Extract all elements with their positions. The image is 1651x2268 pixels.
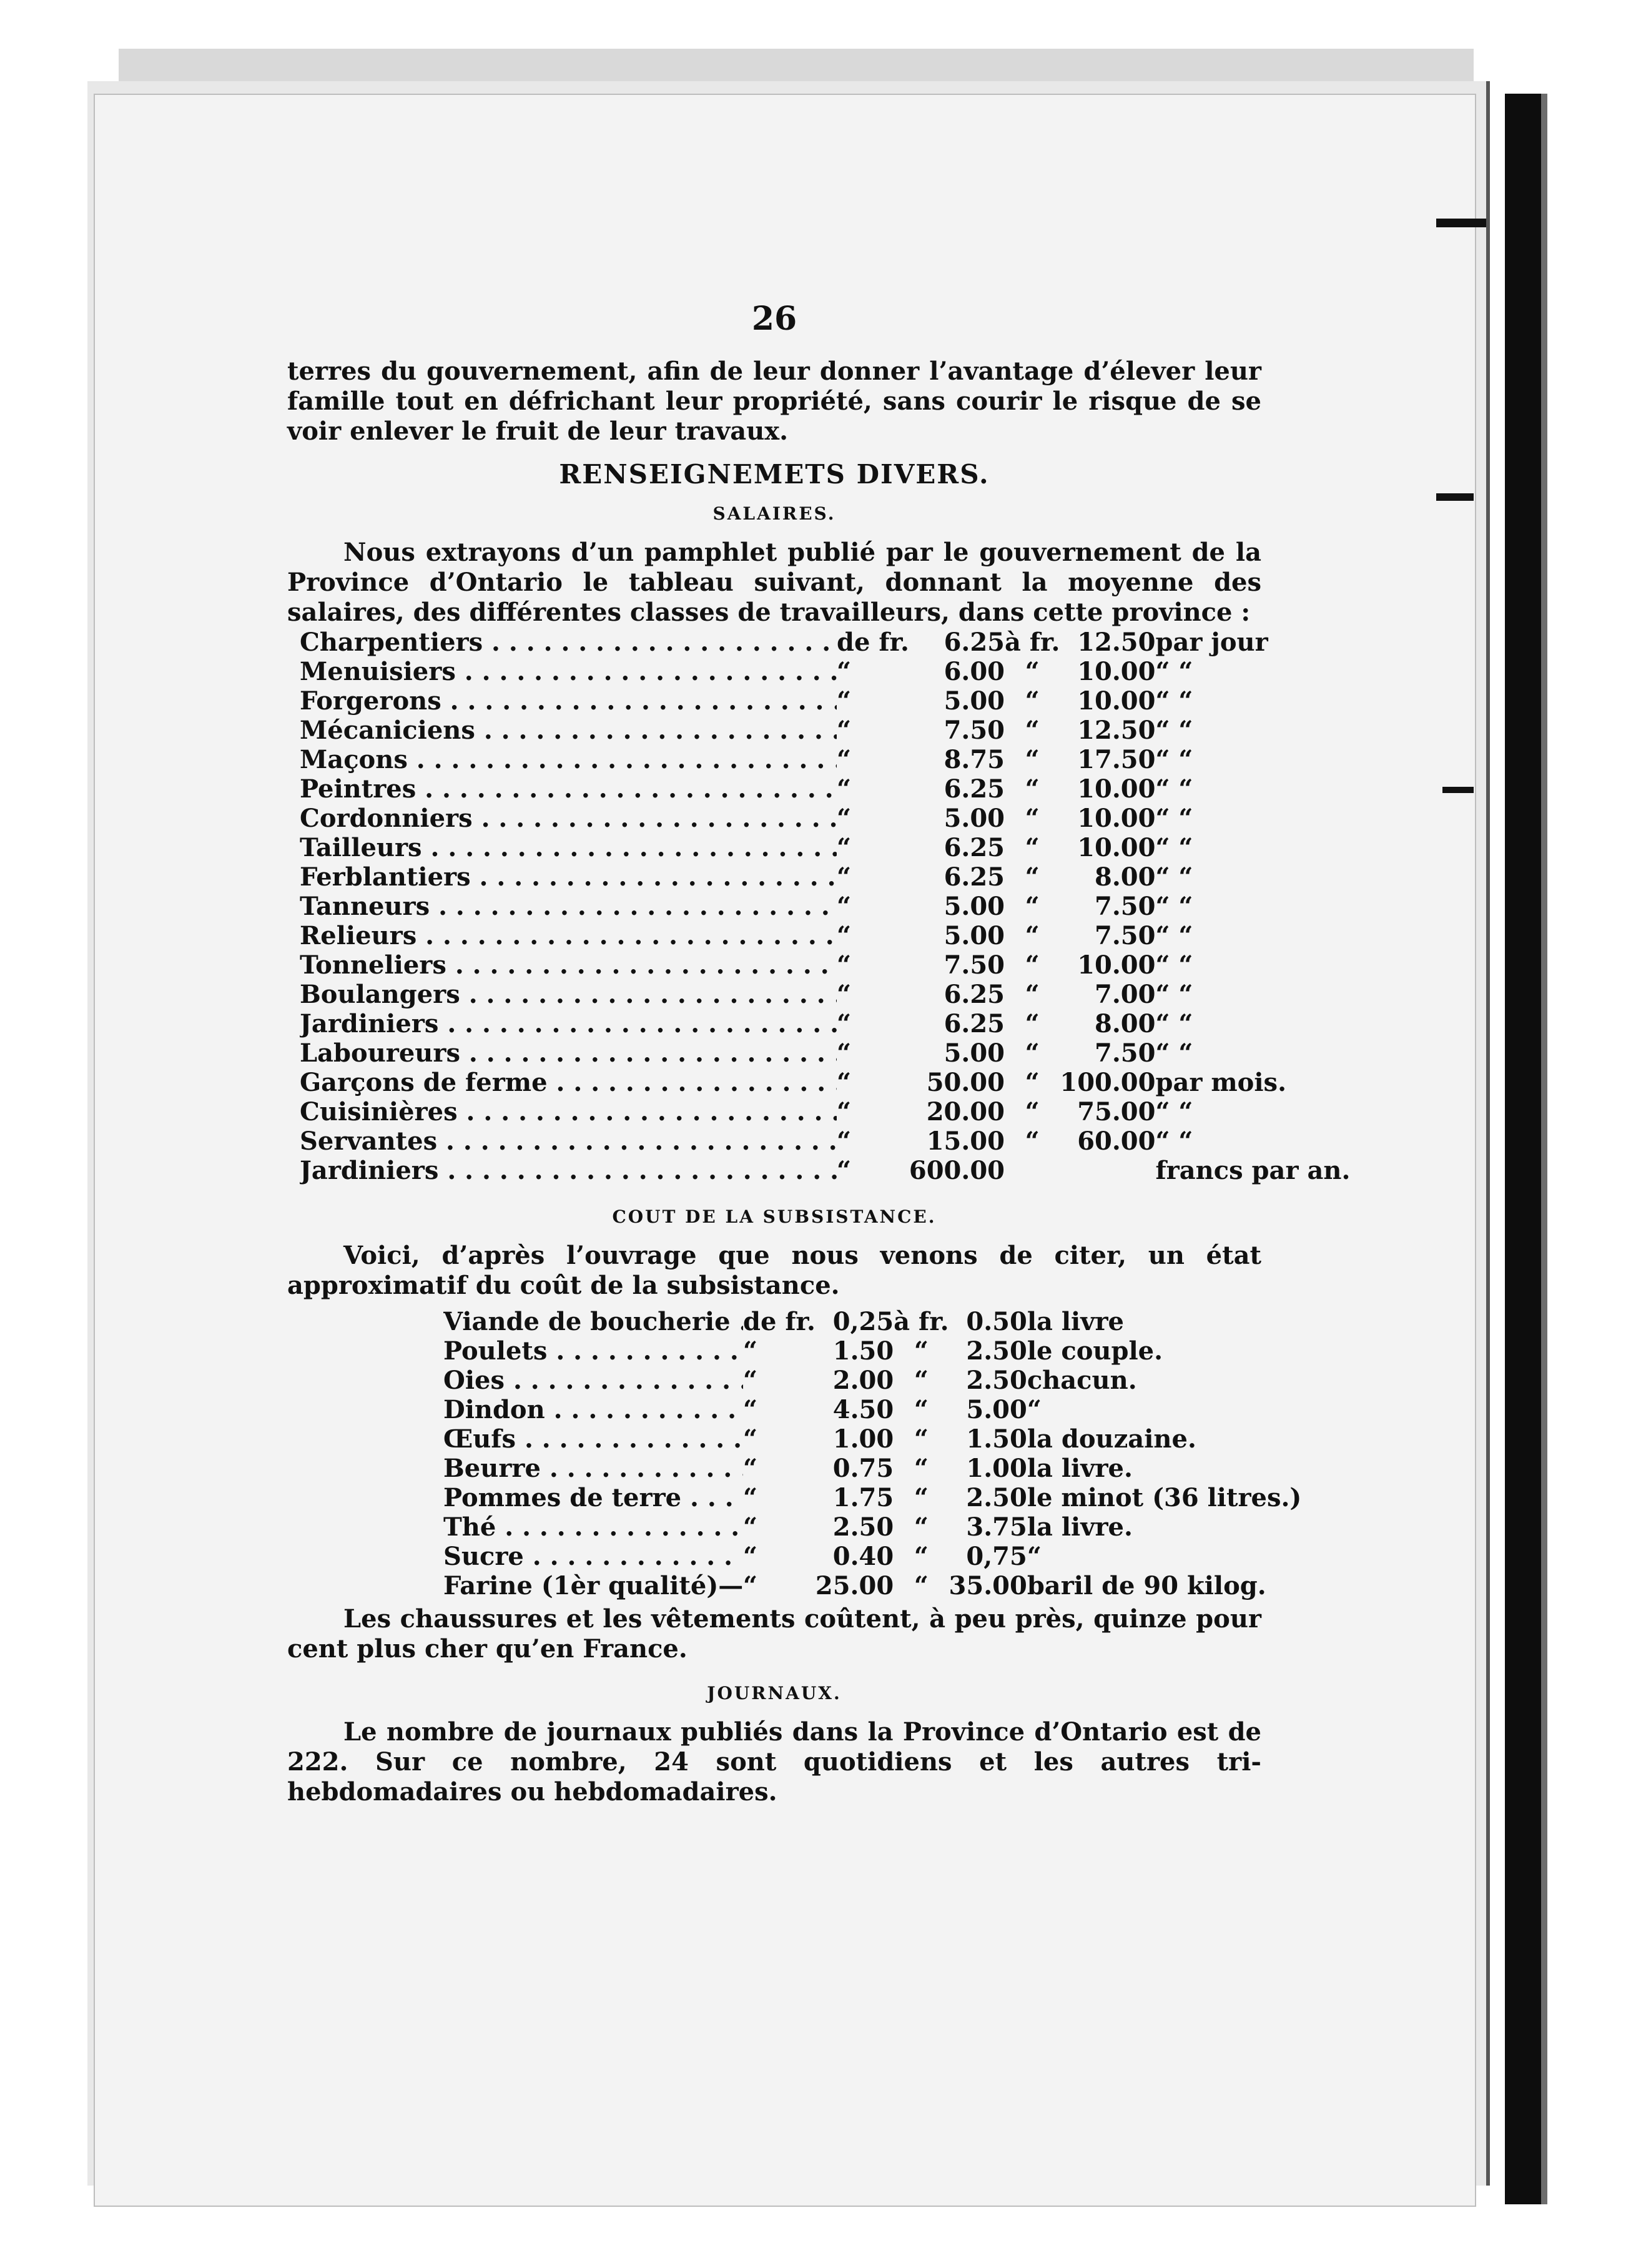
wage-unit: “ “ [1155,774,1193,804]
wages-table [300,628,1350,1185]
trade-name: Mécaniciens [300,716,475,745]
price-separator: “ [914,1542,929,1571]
price-unit: chacun. [1027,1366,1137,1395]
journaux-paragraph: Le nombre de journaux publiés dans la Province d’Ontario est de 222. Sur ce nombre, 24 sont quotidiens et les autres tri-hebdomadaires ou hebdomadaires. [287,1717,1261,1807]
wage-unit: “ “ [1155,862,1193,892]
wage-unit: “ “ [1155,980,1193,1009]
wage-separator: “ [1025,980,1040,1009]
price-from: 1.50 [832,1336,894,1366]
wage-prefix: “ [837,1009,852,1038]
wage-row [300,1097,1350,1127]
price-row [443,1336,1301,1366]
trade-name: Garçons de ferme [300,1068,548,1097]
wage-row [300,716,1350,745]
price-prefix: “ [743,1542,758,1571]
leader-dots [547,1336,743,1366]
wage-to: 8.00 [1095,862,1156,892]
wage-unit: “ “ [1155,1038,1193,1068]
price-prefix: “ [743,1512,758,1542]
wage-prefix: “ [837,1156,852,1185]
wage-separator: “ [1025,862,1040,892]
leader-dots [441,686,837,716]
price-row [443,1395,1301,1424]
wage-row [300,628,1350,657]
price-row [443,1483,1301,1512]
price-unit: baril de 90 kilog. [1027,1571,1266,1600]
price-separator: “ [914,1454,929,1483]
price-from: 4.50 [832,1395,894,1424]
leader-dots [408,745,837,774]
price-separator: “ [914,1336,929,1366]
price-prefix: de fr. [743,1307,816,1336]
wage-from: 5.00 [944,1038,1005,1068]
wage-unit: francs par an. [1155,1156,1351,1185]
wage-to: 60.00 [1077,1127,1156,1156]
wage-from: 7.50 [944,950,1005,980]
leader-dots [471,862,837,892]
wage-to: 10.00 [1077,774,1156,804]
page-number: 26 [751,300,797,338]
wage-to: 10.00 [1077,686,1156,716]
wage-prefix: “ [837,921,852,950]
wage-from: 7.50 [944,716,1005,745]
price-row [443,1454,1301,1483]
trade-name: Forgerons [300,686,441,716]
wage-separator [1005,1156,1060,1185]
price-prefix: “ [743,1366,758,1395]
wage-row [300,804,1350,833]
wage-to [1060,1156,1155,1185]
price-row [443,1424,1301,1454]
clothing-note: Les chaussures et les vêtements coûtent, à peu près, quinze pour cent plus cher qu’en France. [287,1604,1261,1664]
price-unit: la livre. [1027,1454,1133,1483]
subsistance-intro: Voici, d’après l’ouvrage que nous venons de citer, un état approximatif du coût de la subsistance. [287,1241,1261,1300]
price-row [443,1307,1301,1336]
wage-row [300,833,1350,862]
wage-prefix: “ [837,1068,852,1097]
wage-from: 6.25 [944,1009,1005,1038]
price-prefix: “ [743,1454,758,1483]
intro-paragraph: terres du gouvernement, afin de leur donner l’avantage d’élever leur famille tout en défrichant leur propriété, sans courir le risque de se voir enlever le fruit de leur travaux. [287,357,1261,446]
salaires-intro: Nous extrayons d’un pamphlet publié par le gouvernement de la Province d’Ontario le tableau suivant, donnant la moyenne des salaires, des différentes classes de travailleurs, dans cette province : [287,538,1261,627]
leader-dots [416,921,837,950]
binding-edge [1541,94,1547,2204]
wage-row [300,980,1350,1009]
wage-row [300,921,1350,950]
item-name: Viande de boucherie [443,1307,731,1336]
wage-row [300,892,1350,921]
leader-dots [524,1542,743,1571]
wage-unit: “ “ [1155,716,1193,745]
wage-prefix: “ [837,1097,852,1127]
price-from: 1.75 [832,1483,894,1512]
scan-mark [1436,219,1486,227]
wage-separator: “ [1025,1127,1040,1156]
section-title: RENSEIGNEMETS DIVERS. [559,459,990,490]
item-name: Œufs [443,1424,516,1454]
wage-to: 8.00 [1095,1009,1156,1038]
wage-prefix: “ [837,980,852,1009]
wage-unit: “ “ [1155,745,1193,774]
wage-from: 5.00 [944,686,1005,716]
leader-dots [545,1395,743,1424]
wage-prefix: “ [837,716,852,745]
item-name: Oies [443,1366,505,1395]
leader-dots [681,1483,743,1512]
wage-to: 10.00 [1077,657,1156,686]
wage-to: 75.00 [1077,1097,1156,1127]
leader-dots [430,892,837,921]
item-name: Farine (1èr qualité)— [443,1571,743,1600]
price-unit: la livre. [1027,1512,1133,1542]
leader-dots [438,1009,837,1038]
leader-dots [416,774,837,804]
wage-from: 600.00 [909,1156,1005,1185]
trade-name: Charpentiers [300,628,483,657]
price-unit: la livre [1027,1307,1125,1336]
price-from: 2.50 [832,1512,894,1542]
trade-name: Cordonniers [300,804,473,833]
price-to: 1.50 [966,1424,1027,1454]
price-unit: le minot (36 litres.) [1027,1483,1302,1512]
wage-from: 6.25 [944,774,1005,804]
wage-row [300,745,1350,774]
wage-prefix: “ [837,950,852,980]
wage-row [300,862,1350,892]
wage-prefix: “ [837,686,852,716]
wage-to: 7.00 [1095,980,1156,1009]
price-from: 0,25 [832,1307,894,1336]
trade-name: Laboureurs [300,1038,460,1068]
price-from: 1.00 [832,1424,894,1454]
wage-row [300,1156,1350,1185]
scan-shadow [119,49,1474,86]
wage-unit: “ “ [1155,892,1193,921]
trade-name: Menuisiers [300,657,456,686]
page-content [287,300,1351,1807]
price-separator: “ [914,1424,929,1454]
wage-separator: “ [1025,1038,1040,1068]
trade-name: Relieurs [300,921,417,950]
price-to: 35.00 [949,1571,1027,1600]
leader-dots [460,980,837,1009]
wage-to: 100.00 [1060,1068,1156,1097]
price-row [443,1571,1301,1600]
price-prefix: “ [743,1483,758,1512]
leader-dots [548,1068,837,1097]
trade-name: Tailleurs [300,833,422,862]
wage-to: 7.50 [1095,921,1156,950]
wage-prefix: “ [837,892,852,921]
price-unit: le couple. [1027,1336,1163,1366]
wage-row [300,950,1350,980]
leader-dots [473,804,837,833]
price-separator: “ [914,1512,929,1542]
price-separator: à fr. [894,1307,949,1336]
wage-from: 5.00 [944,804,1005,833]
wage-unit: “ “ [1155,657,1193,686]
leader-dots [475,716,837,745]
wage-unit: “ “ [1155,950,1193,980]
prices-table [443,1307,1301,1600]
trade-name: Tanneurs [300,892,430,921]
price-prefix: “ [743,1395,758,1424]
price-from: 25.00 [815,1571,894,1600]
wage-unit: “ “ [1155,1097,1193,1127]
wage-from: 6.25 [944,833,1005,862]
item-name: Dindon [443,1395,545,1424]
price-from: 0.75 [832,1454,894,1483]
trade-name: Ferblantiers [300,862,471,892]
wage-separator: “ [1025,657,1040,686]
wage-from: 6.25 [944,980,1005,1009]
wage-unit: “ “ [1155,686,1193,716]
trade-name: Boulangers [300,980,460,1009]
wage-separator: “ [1025,833,1040,862]
wage-row [300,1009,1350,1038]
wage-row [300,1038,1350,1068]
wage-to: 10.00 [1077,833,1156,862]
item-name: Sucre [443,1542,524,1571]
price-unit: “ [1027,1542,1042,1571]
price-to: 2.50 [966,1483,1027,1512]
wage-from: 20.00 [926,1097,1005,1127]
wage-unit: “ “ [1155,833,1193,862]
item-name: Pommes de terre [443,1483,682,1512]
wage-separator: “ [1025,1009,1040,1038]
wage-to: 10.00 [1077,804,1156,833]
wage-separator: à fr. [1004,628,1060,657]
price-prefix: “ [743,1336,758,1366]
wage-prefix: de fr. [837,628,909,657]
leader-dots [483,628,837,657]
wage-separator: “ [1025,745,1040,774]
wage-prefix: “ [837,774,852,804]
wage-unit: “ “ [1155,804,1193,833]
wage-to: 10.00 [1077,950,1156,980]
wage-unit: “ “ [1155,1127,1193,1156]
scan-mark [1442,787,1474,793]
wage-unit: par mois. [1155,1068,1286,1097]
leader-dots [460,1038,837,1068]
trade-name: Servantes [300,1127,438,1156]
price-to: 3.75 [966,1512,1027,1542]
wage-separator: “ [1025,921,1040,950]
wage-from: 6.00 [944,657,1005,686]
wage-separator: “ [1025,1068,1040,1097]
trade-name: Jardiniers [300,1156,439,1185]
wage-separator: “ [1025,716,1040,745]
wage-from: 6.25 [944,862,1005,892]
wage-unit: “ “ [1155,921,1193,950]
price-prefix: “ [743,1424,758,1454]
item-name: Thé [443,1512,496,1542]
wage-from: 8.75 [944,745,1005,774]
leader-dots [496,1512,743,1542]
trade-name: Jardiniers [300,1009,439,1038]
scan-mark [1436,493,1474,501]
wage-from: 50.00 [926,1068,1005,1097]
wage-row [300,1068,1350,1097]
price-row [443,1542,1301,1571]
price-from: 2.00 [832,1366,894,1395]
wage-to: 7.50 [1095,892,1156,921]
price-from: 0.40 [832,1542,894,1571]
price-separator: “ [914,1366,929,1395]
wage-prefix: “ [837,1038,852,1068]
wage-separator: “ [1025,686,1040,716]
wage-separator: “ [1025,950,1040,980]
wage-separator: “ [1025,892,1040,921]
journaux-heading: JOURNAUX. [707,1683,842,1703]
leader-dots [516,1424,743,1454]
leader-dots [458,1097,837,1127]
salaires-heading: SALAIRES. [712,503,836,524]
trade-name: Cuisinières [300,1097,458,1127]
price-separator: “ [914,1395,929,1424]
wage-to: 7.50 [1095,1038,1156,1068]
leader-dots [505,1366,743,1395]
item-name: Poulets [443,1336,548,1366]
leader-dots [541,1454,743,1483]
wage-row [300,774,1350,804]
wage-row [300,686,1350,716]
wage-to: 12.50 [1077,628,1156,657]
price-to: 1.00 [966,1454,1027,1483]
wage-prefix: “ [837,1127,852,1156]
wage-to: 17.50 [1077,745,1156,774]
subsistance-heading: COUT DE LA SUBSISTANCE. [612,1206,937,1227]
leader-dots [437,1127,837,1156]
price-to: 0.50 [966,1307,1027,1336]
price-unit: la douzaine. [1027,1424,1196,1454]
price-separator: “ [914,1571,929,1600]
price-to: 0,75 [966,1542,1027,1571]
price-unit: “ [1027,1395,1042,1424]
leader-dots [456,657,837,686]
price-separator: “ [914,1483,929,1512]
wage-separator: “ [1025,774,1040,804]
wage-prefix: “ [837,745,852,774]
wage-from: 5.00 [944,892,1005,921]
wage-prefix: “ [837,833,852,862]
trade-name: Peintres [300,774,416,804]
trade-name: Maçons [300,745,408,774]
wage-row [300,657,1350,686]
wage-prefix: “ [837,862,852,892]
wage-prefix: “ [837,804,852,833]
wage-from: 5.00 [944,921,1005,950]
leader-dots [438,1156,837,1185]
wage-from: 6.25 [944,628,1005,657]
trade-name: Tonneliers [300,950,446,980]
wage-to: 12.50 [1077,716,1156,745]
wage-row [300,1127,1350,1156]
leader-dots [422,833,837,862]
price-row [443,1366,1301,1395]
price-to: 2.50 [966,1336,1027,1366]
price-to: 2.50 [966,1366,1027,1395]
wage-separator: “ [1025,804,1040,833]
leader-dots [731,1307,743,1336]
wage-unit: par jour [1155,628,1268,657]
wage-from: 15.00 [926,1127,1005,1156]
price-row [443,1512,1301,1542]
leader-dots [446,950,837,980]
price-to: 5.00 [966,1395,1027,1424]
wage-prefix: “ [837,657,852,686]
wage-unit: “ “ [1155,1009,1193,1038]
price-prefix: “ [743,1571,758,1600]
binding-spine [1505,94,1541,2204]
item-name: Beurre [443,1454,541,1483]
wage-separator: “ [1025,1097,1040,1127]
